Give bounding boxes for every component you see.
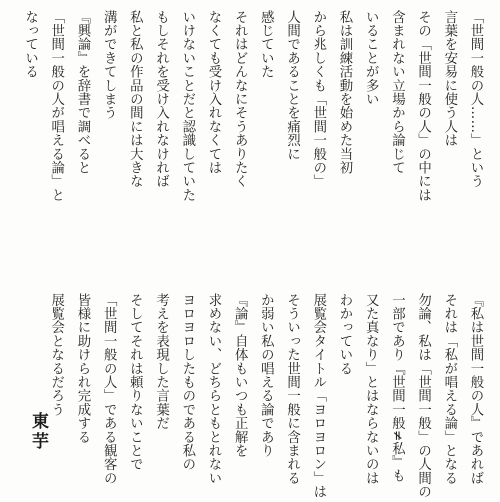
essay-line: 『論』自体もいつも正解を [232, 293, 248, 458]
essay-upper-column-block [16, 10, 488, 202]
essay-line: 一部であり『世間一般≠私』も [389, 293, 405, 483]
essay-line: 感じていた [258, 10, 274, 79]
essay-line: 人間であることを痛烈に [284, 10, 300, 161]
essay-line: 「世間一般の人」である観客の [101, 293, 117, 485]
essay-line: 私と私の作品の間には大きな [127, 10, 143, 189]
essay-line: 考えを表現した言葉だ [153, 293, 169, 430]
essay-line: ヨロヨロしたものである私の [179, 293, 195, 472]
essay-line: 展覧会となるだろう [48, 293, 64, 417]
essay-line: 言葉を安易に使う人は [441, 10, 457, 147]
essay-line: もしそれを受け入れなければ [153, 10, 169, 189]
essay-line: なくても受け入れなくては [205, 10, 221, 175]
essay-line: か弱い私の唱える論であり [258, 293, 274, 458]
essay-line: その「世間一般の人」の中には [415, 10, 431, 202]
essay-line: いることが多い [363, 10, 379, 106]
essay-line: それは「私が唱える論」となる [441, 293, 457, 485]
essay-line: から兆しくも「世間一般の」 [310, 10, 326, 189]
essay-line: 又た真なり」とはならないのは [363, 293, 379, 485]
essay-line: 私は訓練活動を始めた当初 [336, 10, 352, 175]
essay-line: わかっている [336, 293, 352, 376]
essay-line: 展覧会タイトル「ヨロヨロン」は [310, 293, 326, 499]
essay-line: 「世間一般の人……」という [468, 10, 483, 189]
essay-line: 溝ができてしまう [101, 10, 117, 120]
essay-line: 含まれない立場から論じて [389, 10, 405, 175]
essay-line: いけないことだと認識していた [179, 10, 195, 202]
essay-line: 『私は世間一般の人』であれば [468, 293, 483, 485]
essay-line: そしてそれは頼りないことで [127, 293, 143, 472]
essay-line: 求めない、どちらともとれない [205, 293, 221, 485]
essay-line: 「世間一般の人が唱える論」と [48, 10, 64, 202]
author-signature: 東芋 [28, 412, 48, 452]
essay-line: 皆様に助けられ完成する [74, 293, 90, 444]
essay-line: 勿論、私は「世間一般」の人間の [415, 293, 431, 499]
essay-line: なっている [22, 10, 38, 79]
essay-line: 『興論』を辞書で調べると [74, 10, 90, 175]
essay-line: それはどんなにそうありたく [232, 10, 248, 189]
essay-line: そういった世間一般に含まれる [284, 293, 300, 485]
essay-lower-column-block [43, 293, 488, 499]
